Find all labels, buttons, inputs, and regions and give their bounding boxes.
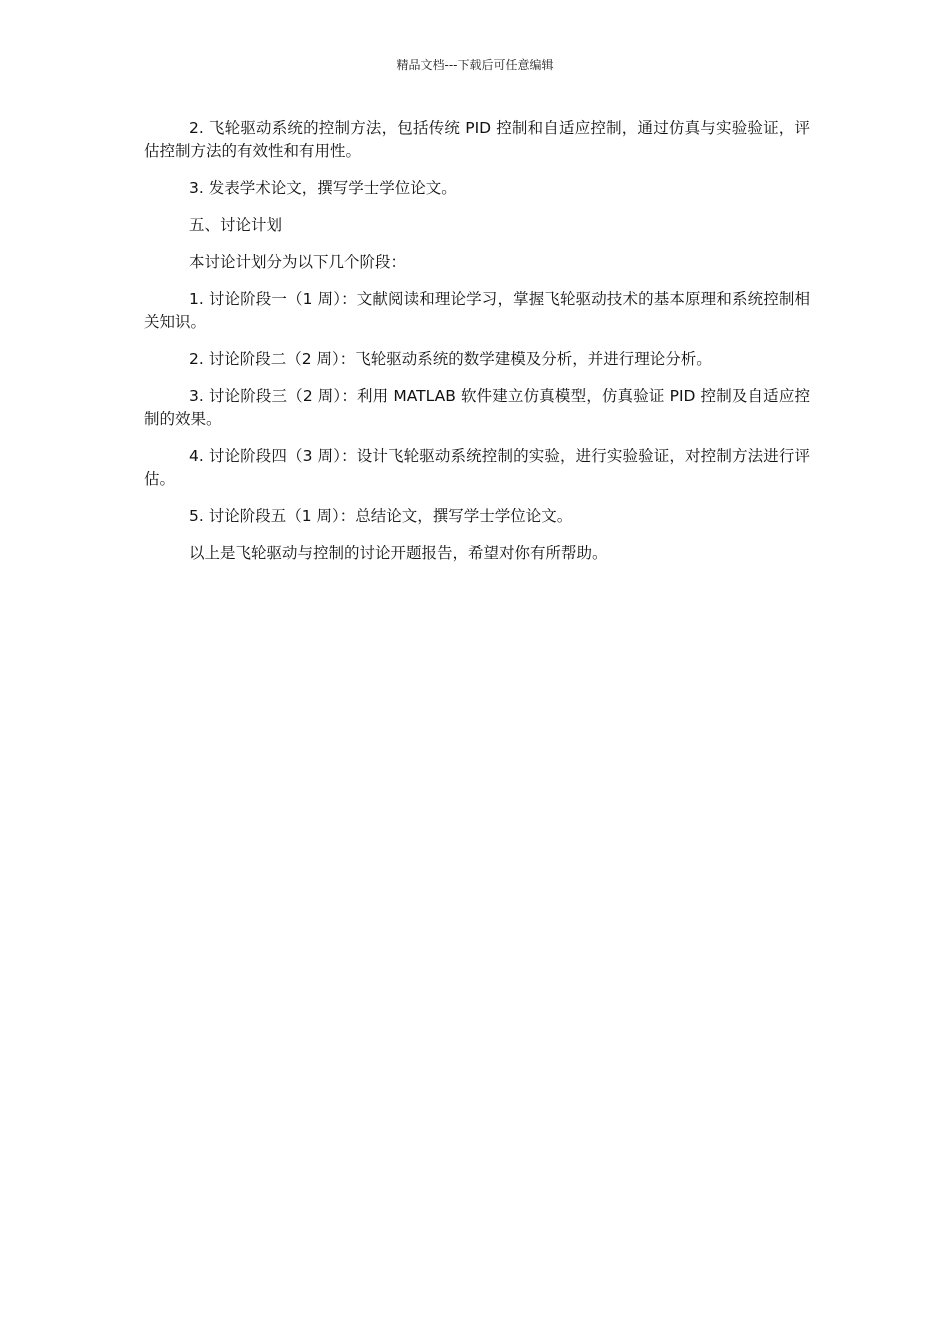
section-heading-plan: 五、讨论计划 (189, 216, 283, 234)
page-header: 精品文档---下载后可任意编辑 (396, 58, 554, 72)
paragraph-goal-2: 2. 飞轮驱动系统的控制方法，包括传统 PID 控制和自适应控制，通过仿真与实验验证，评估控制方法的有效性和有用性。 (144, 119, 810, 160)
document-body (144, 117, 810, 579)
paragraph-stage-3: 3. 讨论阶段三（2 周）：利用 MATLAB 软件建立仿真模型，仿真验证 PID 控制及自适应控制的效果。 (144, 387, 810, 428)
paragraph-stage-2: 2. 讨论阶段二（2 周）：飞轮驱动系统的数学建模及分析，并进行理论分析。 (189, 350, 712, 368)
paragraph-plan-intro: 本讨论计划分为以下几个阶段： (189, 253, 407, 271)
paragraph-goal-3: 3. 发表学术论文，撰写学士学位论文。 (189, 179, 457, 197)
paragraph-stage-4: 4. 讨论阶段四（3 周）：设计飞轮驱动系统控制的实验，进行实验验证，对控制方法进行评估。 (144, 447, 810, 488)
paragraph-stage-1: 1. 讨论阶段一（1 周）：文献阅读和理论学习，掌握飞轮驱动技术的基本原理和系统控制相关知识。 (144, 290, 810, 331)
paragraph-stage-5: 5. 讨论阶段五（1 周）：总结论文，撰写学士学位论文。 (189, 507, 573, 525)
paragraph-closing: 以上是飞轮驱动与控制的讨论开题报告，希望对你有所帮助。 (189, 544, 608, 562)
